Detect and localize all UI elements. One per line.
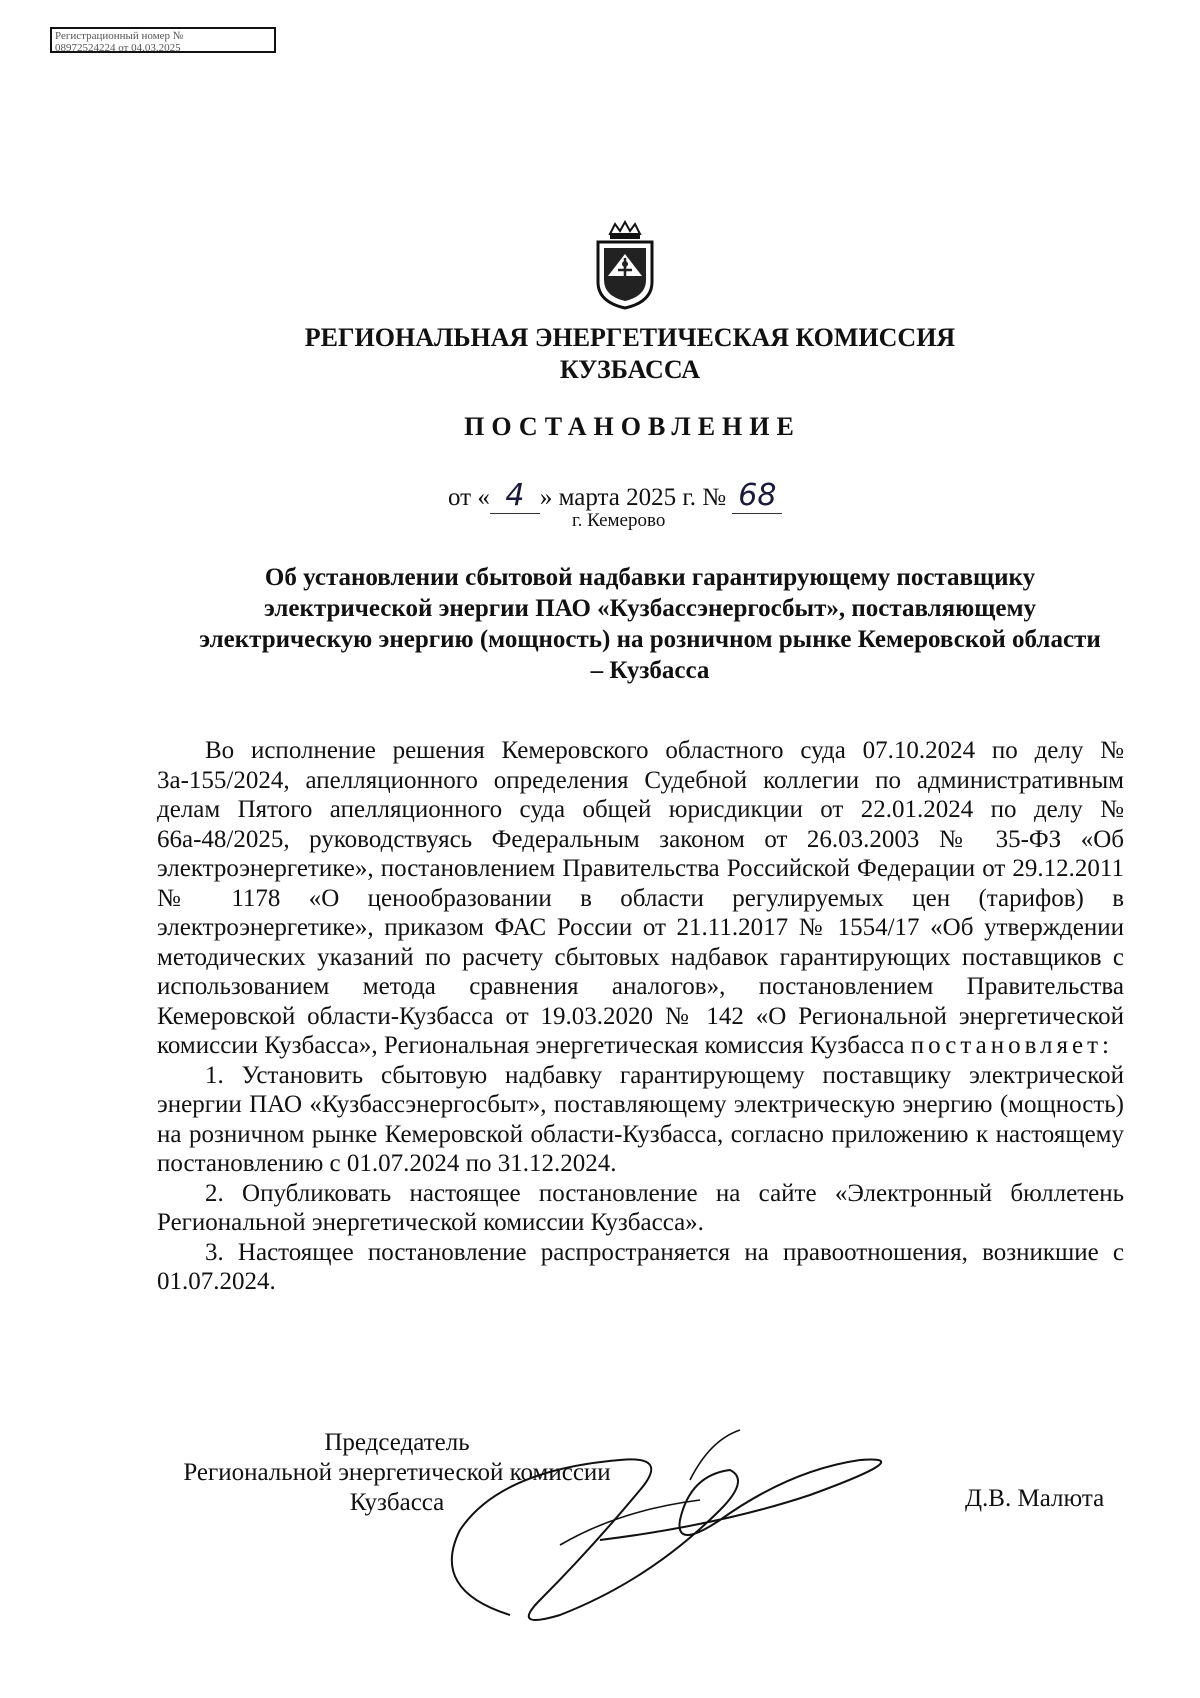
signatory-title-line-1: Председатель	[324, 1429, 470, 1456]
decides-word: постановляет:	[910, 1032, 1113, 1059]
signatory-title-line-3: Кузбасса	[349, 1489, 445, 1516]
date-line	[448, 478, 782, 514]
item-3: 3. Настоящее постановление распространяется на правоотношения, возникшие с 01.07.2024.	[157, 1238, 1124, 1295]
coat-of-arms-icon	[590, 220, 660, 310]
registration-line-2: 08972524224 от 04.03.2025	[55, 42, 181, 53]
date-prefix: от «	[448, 484, 490, 511]
date-middle: » марта 2025 г. №	[539, 484, 727, 511]
item-1: 1. Установить сбытовую надбавку гарантирующему поставщику электрической энергии ПАО «Кузбассэнергосбыт», поставляющему электрическую энергию (мощность) на розничном рынке Кемеровской области-Кузбасса, согласно приложению к настоящему постановлению с 01.07.2024 по 31.12.2024.	[157, 1061, 1124, 1177]
organization-title-line-2: КУЗБАССА	[559, 355, 701, 384]
document-body	[157, 736, 1124, 1297]
document-number: 68	[732, 478, 782, 514]
organization-title	[0, 322, 1200, 386]
preamble-text: Во исполнение решения Кемеровского областного суда 07.10.2024 по делу № 3а-155/2024, апелляционного определения Судебной коллегии по административным делам Пятого апелляционного суда общей юрисдикции от 22.01.2024 по делу № 66а-48/2025, руководствуясь Федеральным законом от 26.03.2003 № 35-ФЗ «Об электроэнергетике», постановлением Правительства Российской Федерации от 29.12.2011 № 1178 «О ценообразовании в области регулируемых цен (тарифов) в электроэнергетике», приказом ФАС России от 21.11.2017 № 1554/17 «Об утверждении методических указаний по расчету сбытовых надбавок гарантирующих поставщиков с использованием метода сравнения аналогов», постановлением Правительства Кемеровской области-Кузбасса от 19.03.2020 № 142 «О Региональной энергетической комиссии Кузбасса», Региональная энергетическая комиссия Кузбасса	[157, 737, 1124, 1059]
registration-line-1: Регистрационный номер №	[55, 30, 184, 42]
signer-name: Д.В. Малюта	[965, 1485, 1105, 1512]
preamble-paragraph	[157, 736, 1124, 1061]
document-subject: Об установлении сбытовой надбавки гарантирующему поставщику электрической энергии ПАО «Кузбассэнергосбыт», поставляющему электрическую энергию (мощность) на розничном рынке Кемеровской области – Кузбасса	[199, 564, 1101, 684]
handwritten-signature	[390, 1400, 950, 1640]
signatory-title-line-2: Региональной энергетической комиссии	[183, 1459, 611, 1486]
date-day: 4	[490, 478, 540, 514]
registration-stamp	[50, 27, 276, 53]
item-2: 2. Опубликовать настоящее постановление на сайте «Электронный бюллетень Региональной энергетической комиссии Кузбасса».	[157, 1179, 1124, 1236]
city: г. Кемерово	[572, 510, 666, 531]
organization-title-line-1: РЕГИОНАЛЬНАЯ ЭНЕРГЕТИЧЕСКАЯ КОМИССИЯ	[304, 323, 956, 352]
document-type: ПОСТАНОВЛЕНИЕ	[464, 412, 801, 441]
